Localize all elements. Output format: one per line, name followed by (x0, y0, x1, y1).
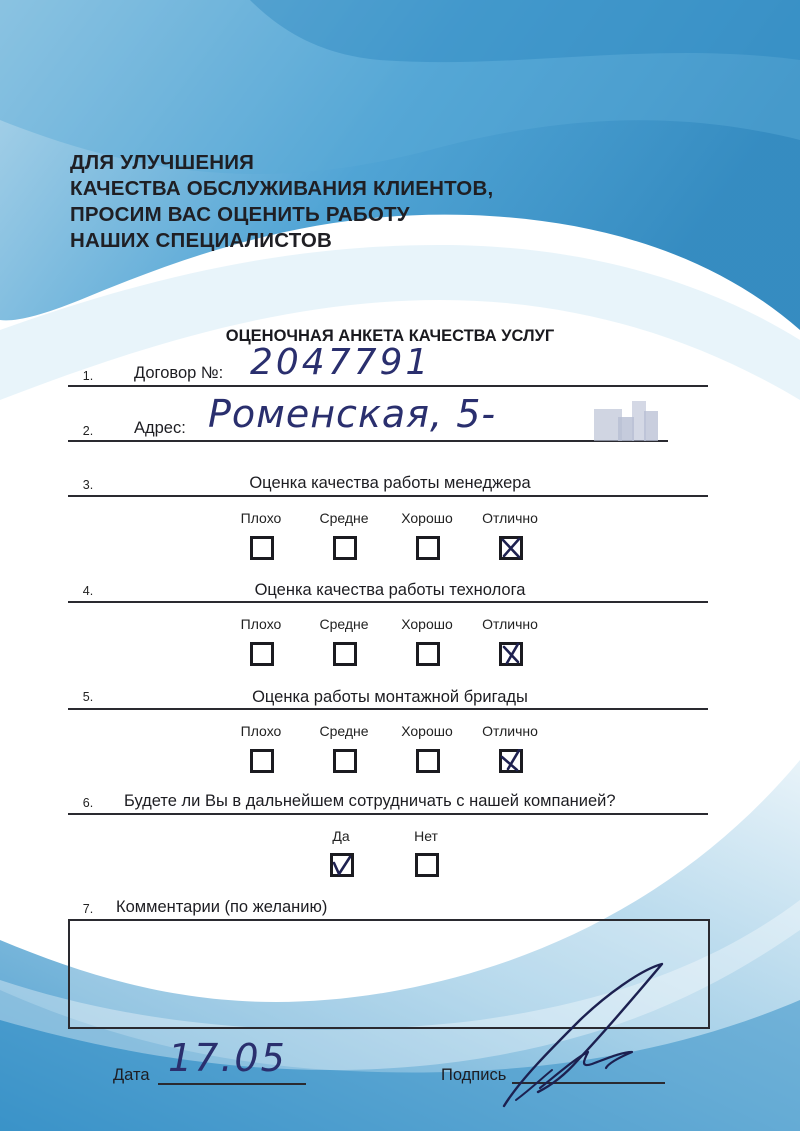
option-label: Отлично (482, 510, 538, 526)
item-underline (68, 385, 708, 387)
item-underline (68, 813, 708, 815)
checkbox-average[interactable] (333, 642, 357, 666)
item-number: 7. (82, 902, 94, 916)
date-handwritten[interactable]: 17.05 (168, 1036, 287, 1080)
check-mark-icon (330, 853, 354, 877)
address-label: Адрес: (134, 419, 186, 437)
header-text (70, 150, 590, 254)
item-number: 3. (82, 478, 94, 492)
option-label: Плохо (240, 616, 282, 632)
date-label: Дата (113, 1066, 150, 1084)
checkbox-excellent[interactable] (499, 536, 523, 560)
option-label: Да (332, 828, 350, 844)
checkbox-average[interactable] (333, 536, 357, 560)
header-line: ДЛЯ УЛУЧШЕНИЯ (70, 151, 255, 174)
header-line: НАШИХ СПЕЦИАЛИСТОВ (70, 229, 333, 252)
item-underline (68, 708, 708, 710)
date-underline (158, 1083, 306, 1085)
signature-scribble (480, 960, 680, 1110)
check-mark-icon (499, 642, 523, 666)
option-label: Отлично (482, 723, 538, 739)
checkbox-yes[interactable] (330, 853, 354, 877)
checkbox-no[interactable] (415, 853, 439, 877)
checkbox-average[interactable] (333, 749, 357, 773)
item-number: 5. (82, 690, 94, 704)
option-label: Плохо (240, 510, 282, 526)
item-number: 1. (82, 369, 94, 383)
check-mark-icon (499, 749, 523, 773)
checkbox-good[interactable] (416, 536, 440, 560)
contract-number-handwritten[interactable]: 2047791 (250, 342, 432, 383)
checkbox-poor[interactable] (250, 642, 274, 666)
checkbox-excellent[interactable] (499, 642, 523, 666)
item-number: 6. (82, 796, 94, 810)
redacted-block (594, 399, 664, 441)
contract-label: Договор №: (134, 364, 224, 382)
address-handwritten[interactable]: Роменская, 5- (208, 392, 497, 436)
header-line: ПРОСИМ ВАС ОЦЕНИТЬ РАБОТУ (70, 203, 410, 226)
checkbox-good[interactable] (416, 642, 440, 666)
option-label: Хорошо (401, 723, 453, 739)
option-label: Хорошо (401, 510, 453, 526)
option-label: Хорошо (401, 616, 453, 632)
technologist-rating-label: Оценка качества работы технолога (254, 581, 526, 599)
item-number: 4. (82, 584, 94, 598)
checkbox-poor[interactable] (250, 536, 274, 560)
option-label: Плохо (240, 723, 282, 739)
item-underline (68, 601, 708, 603)
manager-rating-label: Оценка качества работы менеджера (249, 474, 531, 492)
item-underline (68, 440, 668, 442)
installation-team-rating-label: Оценка работы монтажной бригады (252, 688, 528, 706)
option-label: Средне (319, 723, 369, 739)
option-label: Средне (319, 616, 369, 632)
checkbox-excellent[interactable] (499, 749, 523, 773)
item-underline (68, 495, 708, 497)
form-title: ОЦЕНОЧНАЯ АНКЕТА КАЧЕСТВА УСЛУГ (225, 327, 555, 345)
cooperation-question-label: Будете ли Вы в дальнейшем сотрудничать с нашей компанией? (124, 792, 616, 810)
item-number: 2. (82, 424, 94, 438)
option-label: Средне (319, 510, 369, 526)
checkbox-poor[interactable] (250, 749, 274, 773)
signature-label: Подпись (441, 1066, 507, 1084)
checkbox-good[interactable] (416, 749, 440, 773)
option-label: Отлично (482, 616, 538, 632)
option-label: Нет (414, 828, 438, 844)
check-mark-icon (499, 536, 523, 560)
header-line: КАЧЕСТВА ОБСЛУЖИВАНИЯ КЛИЕНТОВ, (70, 177, 494, 200)
comments-label: Комментарии (по желанию) (116, 898, 328, 916)
